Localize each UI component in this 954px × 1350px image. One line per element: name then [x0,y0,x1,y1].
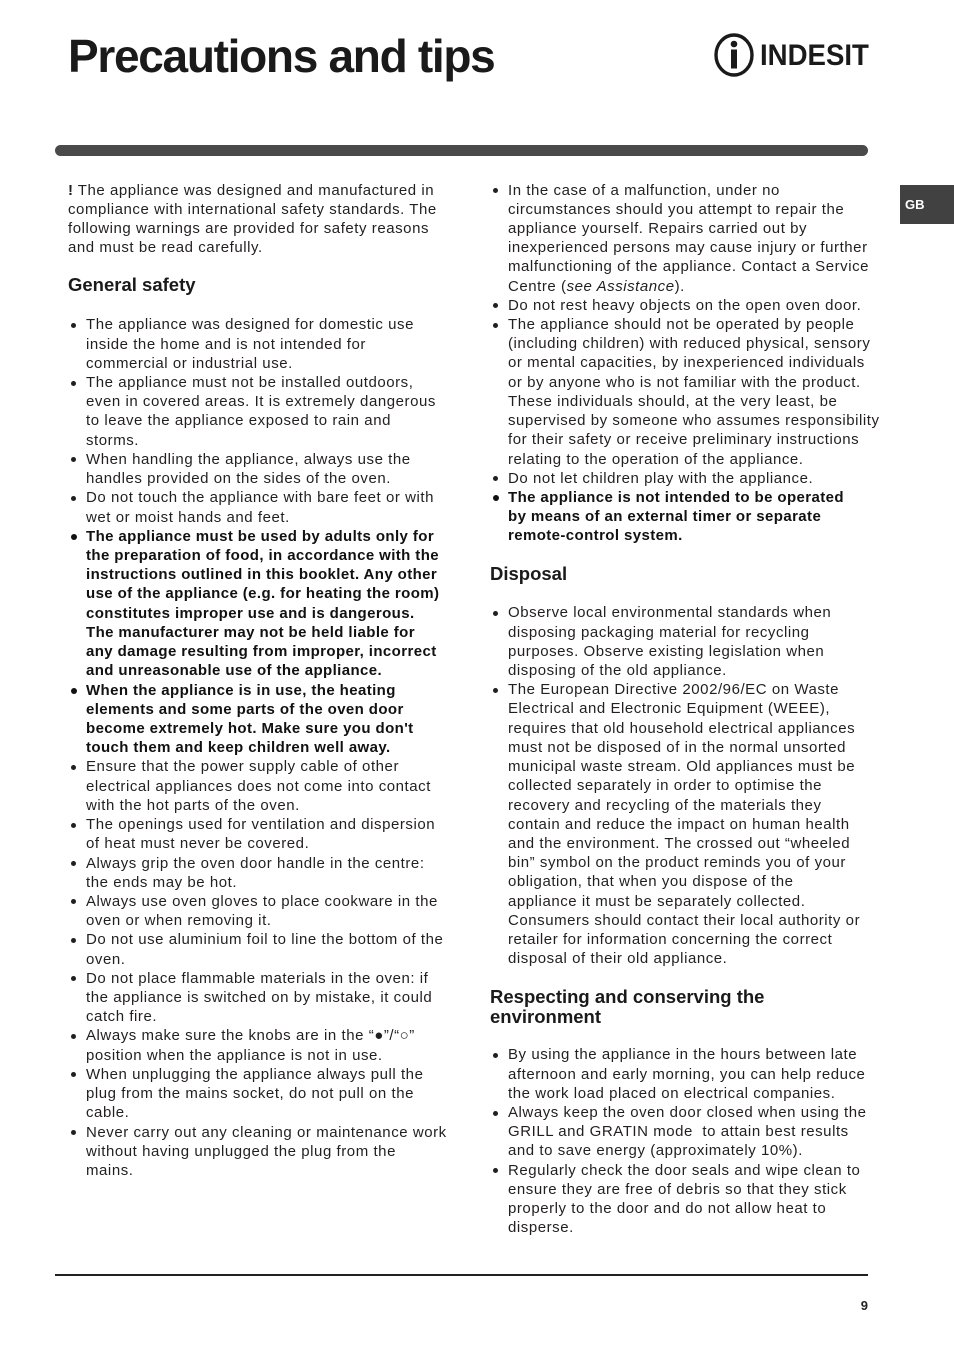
bullet-item [508,603,888,680]
text-line: The appliance is not intended to be operated [508,489,844,506]
text-line: and must be read carefully. [68,239,263,257]
text-line: become extremely hot. Make sure you don't [86,719,414,737]
text-line: and the environment. The crossed out “wheeled [508,835,851,853]
text-line: instructions outlined in this booklet. Any other [86,566,438,584]
text-line: or by anyone who is not familiar with the product. [508,373,861,391]
bullet-item [86,315,466,373]
text-line: the preparation of food, in accordance with the [86,547,439,565]
text-line: municipal waste stream. Old appliances must be [508,758,856,776]
text-line: When unplugging the appliance always pull the [86,1065,424,1083]
text-line: (including children) with reduced physical, sensory [508,335,871,353]
section-heading-general-safety: General safety [68,274,196,295]
text-line: mains. [86,1162,134,1180]
general-safety-list [68,315,466,1180]
bullet-icon [492,488,502,507]
bullet-item [86,930,466,968]
bullet-icon [492,1045,502,1064]
text-line: following warnings are provided for safety reasons [68,219,430,237]
bold-text: ! [68,181,74,199]
bullet-icon [492,603,502,622]
page-title: Precautions and tips [68,30,495,82]
text-line: The manufacturer may not be held liable for [86,623,415,641]
text-line: bin” symbol on the product reminds you of your [508,854,846,872]
text-line: Always make sure the knobs are in the “●”/“○” [86,1027,415,1045]
text-line: inexperienced persons may cause injury or further [508,239,868,257]
text-line: requires that old household electrical appliances [508,719,856,737]
bullet-item [508,488,888,546]
text-line: oven or when removing it. [86,912,272,930]
text-line: The European Directive 2002/96/EC on Waste [508,681,840,699]
text-line: Do not use aluminium foil to line the bottom of the [86,931,444,949]
text-line: and unreasonable use of the appliance. [86,662,383,680]
section-heading-disposal: Disposal [490,563,568,584]
text-line: The appliance should not be operated by people [508,316,855,334]
intro-paragraph [68,181,448,258]
text-line: compliance with international safety standards. The [68,200,437,218]
text-line: Never carry out any cleaning or maintenance work [86,1123,447,1141]
text-line: Consumers should contact their local authority or [508,911,861,929]
text-line: afternoon and early morning, you can help reduce [508,1065,866,1083]
bullet-icon [70,450,80,469]
text-line: must not be disposed of in the normal unsorted [508,738,846,756]
text-line: plug from the mains socket, do not pull on the [86,1085,414,1103]
bullet-item [86,488,466,526]
text-line: commercial or industrial use. [86,354,293,372]
bullet-item [86,527,466,681]
text-line: remote-control system. [508,527,683,545]
bullet-icon [492,315,502,334]
text-line: relating to the operation of the appliance. [508,450,804,468]
text-line: collected separately in order to optimise the [508,777,823,795]
text-line: any damage resulting from improper, incorrect [86,643,437,661]
text-line: elements and some parts of the oven door [86,700,404,718]
bullet-item [86,757,466,815]
bullet-item [86,373,466,450]
disposal-list [490,603,888,968]
bullet-item [86,1065,466,1123]
text-line: for their safety or receive preliminary instructions [508,431,860,449]
text-line: Always use oven gloves to place cookware in the [86,892,438,910]
text-line: Always grip the oven door handle in the centre: [86,854,425,872]
text-line: with the hot parts of the oven. [86,796,300,814]
text-line: Electrical and Electronic Equipment (WEEE), [508,700,831,718]
bullet-item [508,1161,888,1238]
bullet-item [86,1123,466,1181]
text-line: The appliance was designed for domestic use [86,316,414,334]
text-line: malfunctioning of the appliance. Contact a Service [508,258,870,276]
bullet-icon [70,681,80,700]
text-line: circumstances should you attempt to repair the [508,200,845,218]
text-line: appliance yourself. Repairs carried out by [508,219,808,237]
text-line: oven. [86,950,126,968]
bullet-icon [70,969,80,988]
indesit-i-circle-logo-icon [714,33,756,79]
brand-logo [714,33,874,79]
text-line: or mental capacities, by inexperienced individuals [508,354,865,372]
bullet-item [508,1103,888,1161]
bullet-item [86,892,466,930]
text-line: disposing packaging material for recycling [508,623,810,641]
text-line: The appliance must be used by adults only for [86,527,435,545]
italic-text: see Assistance [566,277,675,295]
text-line: obligation, that when you dispose of the [508,873,794,891]
text-line: touch them and keep children well away. [86,739,391,757]
bullet-item [86,681,466,758]
text-line: without having unplugged the plug from the [86,1142,396,1160]
bullet-icon [492,469,502,488]
page-number: 9 [860,1298,868,1313]
bullet-icon [492,296,502,315]
text-line [68,181,448,200]
bullet-icon [492,1103,502,1122]
bullet-item [508,680,888,968]
text-line: the work load placed on electrical companies. [508,1084,836,1102]
text-line: storms. [86,431,140,449]
text-line: properly to the door and do not allow heat to [508,1200,827,1218]
text-line: In the case of a malfunction, under no [508,181,780,199]
text-line: The openings used for ventilation and dispersion [86,816,436,834]
text-line: By using the appliance in the hours between late [508,1046,858,1064]
text-line [508,277,888,296]
text-line: Regularly check the door seals and wipe clean to [508,1161,861,1179]
bullet-icon [70,527,80,546]
text-line: Observe local environmental standards when [508,604,832,622]
header-divider-bar [55,145,868,156]
bullet-icon [70,854,80,873]
text-line: ensure they are free of debris so that they stick [508,1180,847,1198]
bullet-icon [70,1123,80,1142]
bullet-item [86,450,466,488]
text-line: These individuals should, at the very least, be [508,392,838,410]
text-line: inside the home and is not intended for [86,335,366,353]
bullet-item [86,854,466,892]
general-safety-list-continued [490,181,888,546]
bullet-item [508,469,888,488]
bullet-icon [70,757,80,776]
bullet-item [86,815,466,853]
bullet-icon [70,373,80,392]
text-line: catch fire. [86,1008,158,1026]
brand-name: INDESIT [760,39,869,72]
text-line: disposal of their old appliance. [508,950,728,968]
text-line: even in covered areas. It is extremely dangerous [86,393,436,411]
bullet-item [508,315,888,469]
text-line: wet or moist hands and feet. [86,508,290,526]
bullet-icon [70,815,80,834]
logo-i-dot [731,41,738,48]
text-line: disperse. [508,1219,574,1237]
text-line: GRILL and GRATIN mode to attain best results [508,1123,849,1141]
text-line: the appliance is switched on by mistake, it could [86,989,433,1007]
text-line: disposing of the old appliance. [508,662,727,680]
text-line: to leave the appliance exposed to rain and [86,412,391,430]
text-segment: Centre ( [508,277,567,295]
section-heading-environment: Respecting and conserving the environment [490,986,765,1027]
text-line: Do not place flammable materials in the oven: if [86,969,429,987]
bullet-item [86,969,466,1027]
bullet-icon [70,488,80,507]
text-line: Do not rest heavy objects on the open oven door. [508,296,862,314]
bullet-item [86,1026,466,1064]
text-line: use of the appliance (e.g. for heating the room) [86,585,440,603]
bullet-item [508,181,888,296]
text-line: constitutes improper use and is dangerous. [86,604,415,622]
text-line: purposes. Observe existing legislation when [508,642,825,660]
bullet-item [508,296,888,315]
text-line: position when the appliance is not in use. [86,1046,383,1064]
text-line: recovery and recycling of the materials they [508,796,822,814]
text-line: Do not let children play with the appliance. [508,469,814,487]
text-line: Ensure that the power supply cable of other [86,758,399,776]
environment-list [490,1045,888,1237]
text-line: The appliance must not be installed outdoors, [86,374,414,392]
bullet-icon [70,1065,80,1084]
text-line: When handling the appliance, always use the [86,450,411,468]
text-line: the ends may be hot. [86,873,238,891]
bullet-icon [492,181,502,200]
text-line: retailer for information concerning the correct [508,931,833,949]
text-line: contain and reduce the impact on human health [508,815,850,833]
text-line: and to save energy (approximately 10%). [508,1142,803,1160]
text-line: Always keep the oven door closed when using the [508,1104,867,1122]
bullet-icon [70,892,80,911]
text-line: supervised by someone who assumes responsibility [508,412,880,430]
bullet-icon [70,315,80,334]
bullet-icon [492,1161,502,1180]
text-segment: The appliance was designed and manufactured in [73,181,435,199]
logo-i-stem [731,50,737,69]
text-line: appliance it must be separately collected. [508,892,806,910]
text-line: When the appliance is in use, the heating [86,681,396,699]
text-line: handles provided on the sides of the oven. [86,470,391,488]
text-line: by means of an external timer or separate [508,508,822,526]
footer-divider-line [55,1274,868,1276]
bullet-item [508,1045,888,1103]
bullet-icon [70,1026,80,1045]
text-line: of heat must never be covered. [86,835,310,853]
text-line: Do not touch the appliance with bare feet or with [86,489,434,507]
text-line: cable. [86,1104,130,1122]
bullet-icon [492,680,502,699]
language-tab: GB [900,185,954,224]
text-line: electrical appliances does not come into contact [86,777,431,795]
bullet-icon [70,930,80,949]
text-segment: ). [674,277,685,295]
